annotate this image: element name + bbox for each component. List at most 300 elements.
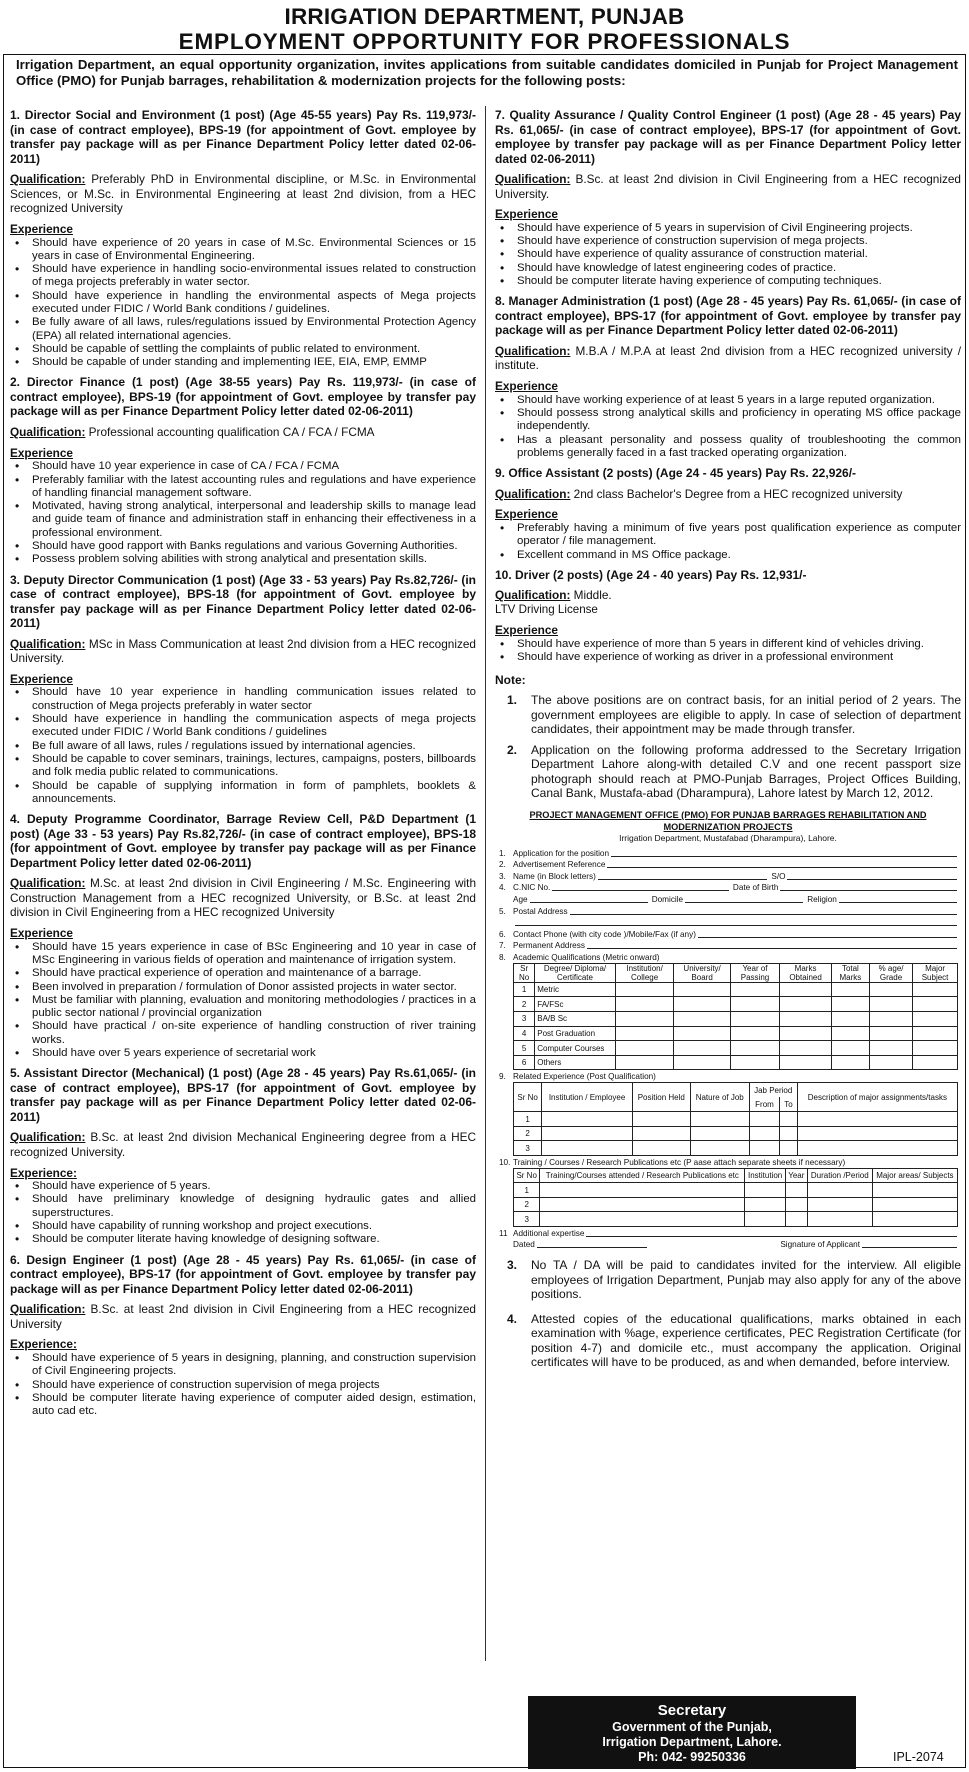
post-title: 7. Quality Assurance / Quality Control Engineer (1 post) (Age 28 - 45 years) Pay Rs. 61,065/- (in case of contract employee), BPS-17 (for appointment of Govt. employee by transfer pay package will as per Finance Department Policy letter dated 02-06-2011) [495,108,961,166]
experience-heading: Experience [495,623,558,638]
table-cell [780,997,832,1012]
table-row [514,1197,958,1212]
qualification-text: 2nd class Bachelor's Degree from a HEC recognized university [573,486,903,501]
job-post [10,108,476,369]
experience-list [497,638,961,665]
table-cell [730,1055,780,1070]
form-label: Advertisement Reference [513,860,606,870]
table-row [514,1012,958,1027]
blank-line [611,856,957,857]
row-number: 5 [514,1041,535,1056]
blank-line [787,879,957,880]
experience-list [12,460,476,566]
experience-item: • Should possess strong analytical skills and proficiency in operating MS office package independently. [497,407,961,434]
table-cell [542,1141,633,1156]
experience-heading: Experience: [10,1165,77,1180]
form-line-position: 1. Application for the position [495,847,961,859]
table-cell [807,1212,872,1227]
left-column [10,108,476,1425]
experience-item: • Should have preliminary knowledge of designing hydraulic gates and allied superstructures. [12,1193,476,1220]
experience-item: • Should have experience of more than 5 years in different kind of vehicles driving. [497,638,961,651]
table-cell [869,1026,912,1041]
post-title: 4. Deputy Programme Coordinator, Barrage Review Cell, P&D Department (1 post) (Age 33 - 53 years) Pay Rs.82,726/- (in case of contract employee), BPS-18 (for appointment of Govt. employee by transfer pay package will as per Finance Department Policy letter dated 02-06-2011) [10,812,476,870]
note-number: 3. [507,1258,518,1273]
experience-heading: Experience [10,671,73,686]
table-cell [674,1012,730,1027]
experience-item: • Should be capable to cover seminars, trainings, lectures, campaigns, posters, billboards and folk media public related to communications. [12,753,476,780]
table-cell [913,1026,958,1041]
table-cell [674,982,730,997]
table-cell [780,1041,832,1056]
table-cell [632,1126,690,1141]
qualification [10,1130,476,1159]
experience-item: • Should have 10 year experience in case of CA / FCA / FCMA [12,460,476,473]
row-number: 3 [514,1141,542,1156]
experience-item: • Should be computer literate having knowledge of designing software. [12,1233,476,1246]
table-cell [745,1197,786,1212]
table-cell [780,1026,832,1041]
note-text: Attested copies of the educational qualifications, marks obtained in each examination with %age, experience certificates, PEC Registration Certificate (for position 4-7) and domicile etc., must accompany the application. Original certificates will have to be produced, as and when demanded, before interview. [531,1311,961,1370]
qualification-label: Qualification: [495,588,571,603]
row-number: 3 [514,1012,535,1027]
table-cell [872,1212,957,1227]
experience-list [12,686,476,806]
qualification-label: Qualification: [10,424,86,439]
form-line-expertise: 11 Additional expertise [495,1227,961,1239]
note-1 [495,693,961,737]
form-line-cnic: 4. C.NIC No. Date of Birth [495,882,961,894]
form-label: Additional expertise [513,1228,585,1238]
experience-item: • Should have good rapport with Banks regulations and various Governing Authorities. [12,540,476,553]
table-header-cell: Position Held [632,1083,690,1112]
table-row [514,1212,958,1227]
right-column [495,108,961,1370]
secretary-govt: Government of the Punjab, [612,1720,772,1734]
form-label: Domicile [651,894,684,904]
job-post [495,108,961,288]
table-header-cell: To [780,1097,797,1112]
table-cell [797,1141,957,1156]
qualification-text: B.Sc. at least 2nd division in Civil Engineering from a HEC recognized University. [495,172,961,201]
table-header-row [514,1168,958,1183]
table-cell [542,1112,633,1127]
form-line-address: 5. Postal Address [495,905,961,917]
table-row [514,1055,958,1070]
table-cell [785,1197,807,1212]
table-header-cell: Sr No [514,1168,540,1183]
blank-line [780,890,957,891]
qualification-label: Qualification: [10,876,86,891]
note-text: No TA / DA will be paid to candidates invited for the interview. All eligible employees of Irrigation Department, Punjab may also apply for any of the above positions. [531,1258,961,1302]
experience-list [12,1180,476,1246]
ad-title: EMPLOYMENT OPPORTUNITY FOR PROFESSIONALS [178,29,791,54]
table-header-cell: Institution/ College [615,963,674,982]
form-label: Academic Qualifications (Metric onward) [513,952,660,962]
experience-list [497,522,961,562]
post-title: 10. Driver (2 posts) (Age 24 - 40 years) Pay Rs. 12,931/- [495,567,807,582]
qualification-text: B.Sc. at least 2nd division in Civil Engineering from a HEC recognized University [10,1302,476,1331]
qualification-text: Middle. [573,588,612,603]
experience-item: • Must be familiar with planning, evaluation and monitoring methodologies / practices in a public sector national / provincial organization [12,994,476,1021]
right-posts [495,108,961,665]
blank-line [862,1247,957,1248]
table-cell [540,1197,745,1212]
experience-item: • Should have 10 year experience in handling communication issues related to construction of Mega projects preferably in water sector [12,686,476,713]
qualification-text: Preferably PhD in Environmental discipline, or M.Sc. in Environmental Sciences, or M.Sc. in Environmental Engineering at least 2nd division, from a HEC recognized University [10,172,476,216]
table-cell [749,1126,780,1141]
experience-item: • Should have working experience of at least 5 years in a large reputed organization. [497,394,961,407]
blank-line [570,914,957,915]
form-line-age [495,893,961,905]
table-cell [831,1041,869,1056]
table-cell [831,997,869,1012]
qualification-label: Qualification: [10,636,86,651]
table-row [514,1141,958,1156]
blank-line [552,890,729,891]
table-header-cell: % age/ Grade [869,963,912,982]
form-label: Signature of Applicant [780,1240,860,1250]
post-title: 8. Manager Administration (1 post) (Age 28 - 45 years) Pay Rs. 61,065/- (in case of contract employee), BPS-17 (for appointment of Govt. employee by transfer pay package will as per Finance Department Policy letter dated 02-06-2011) [495,294,961,338]
note-4 [495,1312,961,1370]
table-header-cell: Description of major assignments/tasks [797,1083,957,1112]
table-cell [749,1141,780,1156]
degree-cell: FA/FSc [535,997,615,1012]
intro-text: Irrigation Department, an equal opportunity organization, invites applications from suitable candidates domiciled in Punjab for Project Management Office (PMO) for Punjab barrages, rehabilitation & modernization projects for the following posts: [16,57,958,88]
experience-item: • Should be computer literate having experience of computing techniques. [497,275,961,288]
qualification [495,344,961,373]
qualification-text: M.B.A / M.P.A at least 2nd division from a HEC recognized university / institute. [495,343,962,373]
form-line-name: 3. Name (in Block letters) S/O [495,870,961,882]
table-row [514,1112,958,1127]
table-row [514,1126,958,1141]
qualification-text: B.Sc. at least 2nd division Mechanical Engineering degree from a HEC recognized University. [10,1130,476,1159]
ad-reference: IPL-2074 [893,1750,944,1764]
degree-cell: Metric [535,982,615,997]
table-row [514,982,958,997]
table-header-cell: Total Marks [831,963,869,982]
experience-item: • Preferably familiar with the latest accounting rules and regulations and have experience of handling financial management software. [12,474,476,501]
table-header-cell: Duration /Period [807,1168,872,1183]
experience-item: • Should be capable of supplying information in form of pamphlets, booklets & announcements. [12,780,476,807]
form-label: Name (in Block letters) [513,871,596,881]
row-number: 1 [514,982,535,997]
experience-item: • Should be capable of settling the complaints of public related to environment. [12,343,476,356]
table-cell [807,1197,872,1212]
qualification-label: Qualification: [495,172,571,186]
table-cell [869,1012,912,1027]
blank-line [586,1236,957,1237]
proforma-title-1: PROJECT MANAGEMENT OFFICE (PMO) FOR PUNJAB BARRAGES REHABILITATION AND [529,809,927,820]
table-cell [872,1183,957,1198]
qualification-label: Qualification: [10,1130,86,1145]
table-cell [785,1212,807,1227]
table-cell [913,982,958,997]
degree-cell: BA/B Sc [535,1012,615,1027]
form-line-address-2 [495,917,961,929]
table-cell [780,1126,797,1141]
blank-line [698,937,957,938]
form-label: Application for the position [513,848,610,858]
table-cell [674,1026,730,1041]
table-cell [615,1041,674,1056]
experience-item: • Should have experience of working as driver in a professional environment [497,651,961,664]
experience-item: • Should have experience in handling socio-environmental issues related to construction of mega projects preferably in water sector. [12,263,476,290]
table-cell [730,1012,780,1027]
secretary-phone: Ph: 042- 99250336 [638,1750,746,1764]
experience-list [497,394,961,460]
form-label: Postal Address [513,906,568,916]
degree-cell: Post Graduation [535,1026,615,1041]
department-title: IRRIGATION DEPARTMENT, PUNJAB [284,4,685,29]
table-header-cell: Degree/ Diploma/ Certificate [535,963,615,982]
table-cell [745,1212,786,1227]
blank-line [685,902,803,903]
job-post [10,812,476,1060]
form-label: C.NIC No. [513,883,551,893]
experience-item: • Should have experience of 5 years. [12,1180,476,1193]
table-cell [913,1012,958,1027]
table-cell [869,1055,912,1070]
experience-item: • Motivated, having strong analytical, interpersonal and leadership skills to manage lead and guide team of finance and administration staff in enhancing their effectiveness in a professional environment. [12,500,476,540]
form-line-permanent-address: 7. Permanent Address [495,940,961,952]
table-header-cell: Year of Passing [730,963,780,982]
blank-line [537,1247,647,1248]
table-cell [730,1041,780,1056]
form-line-signature [495,1239,961,1251]
table-row [514,997,958,1012]
form-label: Contact Phone (with city code )/Mobile/Fax (if any) [513,929,696,939]
form-line-reference: 2. Advertisement Reference [495,859,961,871]
post-title: 2. Director Finance (1 post) (Age 38-55 years) Pay Rs. 119,973/- (in case of contract employee), BPS-19 (for appointment of Govt. employee by transfer pay package will as per Finance Department Policy letter dated 02-06-2011) [10,375,476,419]
job-post [10,573,476,807]
form-label: Age [513,894,528,904]
experience-item: • Been involved in preparation / formulation of Donor assisted projects in water sector. [12,981,476,994]
experience-item: • Should have experience of 20 years in case of M.Sc. Environmental Sciences or 15 years in case of Environmental Engineering. [12,237,476,264]
note-number: 2. [507,742,518,757]
form-label: Training / Courses / Research Publications etc (P aase attach separate sheets if necessary) [513,1157,846,1167]
qualification-text: MSc in Mass Communication at least 2nd division from a HEC recognized University. [10,636,476,666]
table-cell [831,982,869,997]
post-title: 5. Assistant Director (Mechanical) (1 post) (Age 28 - 45 years) Pay Rs.61,065/- (in case of contract employee), BPS-17 (for appointment of Govt. employee by transfer pay package will as per Finance Department Policy letter dated 02-06-2011) [10,1066,476,1124]
table-header-row [514,963,958,982]
table-cell [780,1112,797,1127]
experience-list [497,222,961,288]
table-cell [690,1126,749,1141]
table-cell [632,1112,690,1127]
qualification-label: Qualification: [10,172,86,186]
table-row [514,1183,958,1198]
table-cell [730,997,780,1012]
experience-item: • Should have knowledge of latest engineering codes of practice. [497,262,961,275]
table-cell [615,982,674,997]
qualification [10,876,476,920]
form-label: Related Experience (Post Qualification) [513,1072,656,1082]
post-title: 1. Director Social and Environment (1 post) (Age 45-55 years) Pay Rs. 119,973/- (in case of contract employee), BPS-19 (for appointment of Govt. employee by transfer pay package will as per Finance Department Policy letter dated 02-06-2011) [10,108,476,166]
experience-heading: Experience [10,926,73,941]
table-cell [780,1141,797,1156]
experience-item: • Should have practical experience of operation and maintenance of a barrage. [12,967,476,980]
table-cell [780,1055,832,1070]
qualification-text: Professional accounting qualification CA / FCA / FCMA [88,424,375,439]
form-line-experience: 9. Related Experience (Post Qualification) [499,1072,656,1082]
table-cell [831,1026,869,1041]
degree-cell: Others [535,1055,615,1070]
application-proforma [495,809,961,1250]
experience-item: • Should have experience of 5 years in supervision of Civil Engineering projects. [497,222,961,235]
table-header-cell: Sr No [514,963,535,982]
table-cell [690,1112,749,1127]
experience-heading: Experience [495,507,558,522]
table-cell [831,1055,869,1070]
note-3 [495,1258,961,1302]
qualification [10,425,476,440]
note-number: 1. [507,693,518,708]
table-cell [615,1012,674,1027]
blank-line [530,902,648,903]
secretary-block [528,1696,856,1769]
row-number: 1 [514,1183,540,1198]
column-divider [485,106,486,1661]
row-number: 2 [514,1126,542,1141]
table-cell [913,1055,958,1070]
experience-item: • Should have experience in handling the environmental aspects of Mega projects executed under FIDIC / World Bank conditions / guidelines. [12,290,476,317]
experience-heading: Experience: [10,1337,77,1352]
table-cell [780,1012,832,1027]
experience-heading: Experience [495,207,558,222]
table-header-cell: From [749,1097,780,1112]
table-cell [780,982,832,997]
experience-item: • Be full aware of all laws, rules / regulations issued by international agencies. [12,740,476,753]
table-cell [674,997,730,1012]
qualification [10,637,476,666]
experience-item: • Preferably having a minimum of five years post qualification experience as computer operator / file management. [497,522,961,549]
post-title: 6. Design Engineer (1 post) (Age 28 - 45 years) Pay Rs. 61,065/- (in case of contract employee), BPS-17 (for appointment of Govt. employee by transfer pay package will as per Finance Department Policy letter dated 02-06-2011) [10,1252,476,1296]
table-cell [690,1141,749,1156]
job-post [10,375,476,566]
table-header-row [514,1083,958,1098]
form-line-phone: 6. Contact Phone (with city code )/Mobile/Fax (if any) [495,928,961,940]
experience-list [12,941,476,1061]
form-label: Date of Birth [732,883,779,893]
table-cell [749,1112,780,1127]
proforma-title-2: MODERNIZATION PROJECTS [663,821,793,832]
blank-line [839,902,957,903]
table-header-cell: Institution / Employee [542,1083,633,1112]
experience-item: • Should have experience of quality assurance of construction material. [497,248,961,261]
table-header-cell: Major areas/ Subjects [872,1168,957,1183]
row-number: 3 [514,1212,540,1227]
blank-line [607,867,957,868]
table-header-cell: University/ Board [674,963,730,982]
experience-table [513,1082,958,1156]
experience-item: • Should have experience in handling the communication aspects of mega projects executed under FIDIC / World Bank conditions / guidelines [12,713,476,740]
experience-item: • Should have capability of running workshop and project executions. [12,1220,476,1233]
row-number: 2 [514,1197,540,1212]
table-cell [869,982,912,997]
job-post [10,1253,476,1419]
table-cell [869,1041,912,1056]
table-cell [872,1197,957,1212]
experience-list [12,237,476,370]
table-header-cell: Major Subject [913,963,958,982]
ad-header [0,0,969,54]
table-cell [797,1112,957,1127]
form-label: Religion [807,894,837,904]
table-cell [674,1055,730,1070]
table-cell [540,1212,745,1227]
note-text: The above positions are on contract basis, for an initial period of 2 years. The government employees are eligible to apply. In case of selection of department candidates, their appointment may be made through transfer. [531,693,961,737]
qualification-label: Qualification: [495,343,571,358]
table-header-cell: Year [785,1168,807,1183]
post-title: 3. Deputy Director Communication (1 post) (Age 33 - 53 years) Pay Rs.82,726/- (in case of contract employee), BPS-18 (for appointment of Govt. employee by transfer pay package will as per Finance Department Policy letter dated 02-06-2011) [10,572,476,631]
table-cell [632,1141,690,1156]
form-label: S/O [771,871,786,881]
table-row [514,1026,958,1041]
experience-item: • Should have 15 years experience in case of BSc Engineering and 10 year in case of MSc Engineering in various fields of operation and maintenance of irrigation system. [12,941,476,968]
table-cell [730,982,780,997]
proforma-subtitle: Irrigation Department, Mustafabad (Dharampura), Lahore. [619,832,837,843]
table-cell [730,1026,780,1041]
table-cell [785,1183,807,1198]
experience-list [12,1352,476,1418]
qualification [10,172,476,216]
blank-line [598,879,768,880]
table-cell [869,997,912,1012]
form-line-training: 10. Training / Courses / Research Publications etc (P aase attach separate sheets if necessary) [499,1157,846,1167]
note-2 [495,743,961,801]
experience-heading: Experience [495,379,558,394]
secretary-dept: Irrigation Department, Lahore. [602,1735,782,1749]
job-post [10,1066,476,1246]
table-cell [913,997,958,1012]
secretary-title: Secretary [657,1702,727,1719]
table-cell [540,1183,745,1198]
table-cell [542,1126,633,1141]
training-table [513,1168,958,1227]
experience-item: • Excellent command in MS Office package. [497,549,961,562]
experience-item: • Should have experience of construction supervision of mega projects. [497,235,961,248]
form-label: Dated [513,1240,535,1250]
table-header-cell: Institution [745,1168,786,1183]
table-cell [615,1026,674,1041]
table-header-cell: Sr No [514,1083,542,1112]
qualification-extra: LTV Driving License [495,602,598,616]
qualification [10,1302,476,1331]
table-cell [831,1012,869,1027]
table-cell [674,1041,730,1056]
table-header-cell: Nature of Job [690,1083,749,1112]
experience-heading: Experience [10,221,73,236]
table-row [514,1041,958,1056]
experience-item: • Should have over 5 years experience of secretarial work [12,1047,476,1060]
table-header-cell: Marks Obtained [780,963,832,982]
job-post [495,466,961,562]
experience-item: • Be fully aware of all laws, rules/regulations issued by Environmental Protection Agency (EPA) all related international agencies. [12,316,476,343]
note-text: Application on the following proforma addressed to the Secretary Irrigation Department Lahore along-with detailed C.V and one recent passport size photograph should reach at PMO-Punjab Barrages, Project Offices Building, Canal Bank, Mustafa-abad (Dharampura), Lahore latest by March 12, 2012. [531,742,961,801]
experience-heading: Experience [10,445,73,460]
row-number: 2 [514,997,535,1012]
blank-line [515,925,957,926]
form-line-academic: 8. Academic Qualifications (Metric onward) [499,952,660,962]
experience-item: • Should have practical / on-site experience of handling construction of river training works. [12,1020,476,1047]
job-post [495,294,961,460]
table-header-cell: Jab Period [749,1083,797,1098]
qualification [495,172,961,201]
table-header-cell: Training/Courses attended / Research Publications etc [540,1168,745,1183]
notes-heading: Note: [495,672,526,687]
qualification-label: Qualification: [10,1302,86,1317]
table-cell [913,1041,958,1056]
